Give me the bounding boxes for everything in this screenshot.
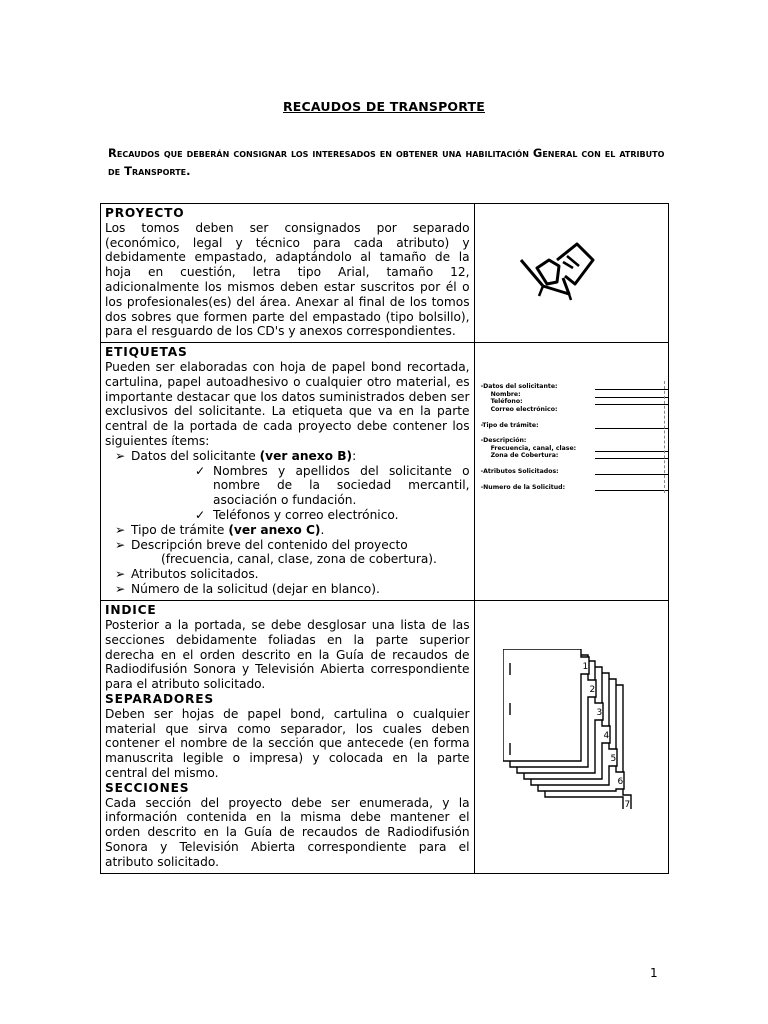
list-item-tail: .	[320, 522, 325, 537]
indice-heading: INDICE	[105, 603, 157, 618]
arrow-bullet-icon: ➢	[115, 581, 126, 596]
form-label: Correo electrónico:	[490, 405, 558, 413]
page-number: 1	[650, 966, 658, 980]
arrow-bullet-icon: ➢	[115, 448, 126, 463]
form-label: -Atributos Solicitados:	[480, 467, 559, 475]
sub-item-text: Nombres y apellidos del solicitante o nombre de la sociedad mercantil, asociación o fundación.	[213, 463, 470, 508]
divider-tab-label: 6	[617, 777, 623, 788]
arrow-bullet-icon: ➢	[115, 537, 126, 552]
indice-cell	[101, 601, 475, 873]
form-label: Nombre:	[490, 390, 521, 398]
form-label: Zona de Cobertura:	[490, 452, 559, 460]
divider-tab-label: 5	[610, 754, 616, 765]
divider-tab-label: 7	[624, 800, 630, 810]
row-etiquetas	[101, 343, 669, 601]
sub-item-text: Teléfonos y correo electrónico.	[213, 507, 399, 522]
list-item-tail: :	[352, 448, 357, 463]
divider-tab-label: 2	[589, 685, 595, 696]
proyecto-body: Los tomos deben ser consignados por separado (económico, legal y técnico para cada atributo) y debidamente empastado, adaptándolo al tamaño de la hoja en cuestión, letra tipo Arial, tamaño 12, adicionalmente los mismos deben estar suscritos por él o los profesionales(es) del área. Anexar al final de los tomos dos sobres que formen parte del empastado (tipo bolsillo), para el resguardo de los CD's y anexos correspondientes.	[105, 220, 470, 339]
blank-line	[595, 383, 669, 390]
blank-line	[595, 445, 669, 452]
etiquetas-cell	[101, 343, 475, 601]
divider-tab-label: 4	[603, 731, 609, 742]
form-label: -Datos del solicitante:	[480, 383, 558, 391]
blank-line	[595, 398, 669, 405]
list-item-ref: (ver anexo B)	[259, 448, 353, 463]
secciones-body: Cada sección del proyecto debe ser enumerada, y la información contenida en la misma debe mantener el orden descrito en la Guía de recaudos de Radiodifusión Sonora y Televisión Abierta correspondiente para el atributo solicitado.	[105, 795, 470, 869]
document-title: RECAUDOS DE TRANSPORTE	[282, 99, 485, 114]
list-item-text: Descripción breve del contenido del proyecto	[131, 537, 408, 552]
binder-documents-icon	[517, 238, 607, 308]
sub-item-nombres	[105, 464, 470, 508]
separadores-body: Deben ser hojas de papel bond, cartulina o cualquier material que sirva como separador, los cuales deben contener el nombre de la sección que antecede (en forma manuscrita legible o impresa) y colocada en la parte central del mismo.	[105, 706, 470, 780]
list-item-descripcion-cont: (frecuencia, canal, clase, zona de cobertura).	[161, 552, 437, 567]
form-label: Teléfono:	[490, 398, 523, 406]
label-sample-cell	[474, 343, 668, 601]
list-item-tipo	[105, 523, 470, 538]
blank-line	[595, 422, 669, 429]
sub-item-telefonos	[105, 508, 470, 523]
checkmark-icon: ✓	[195, 507, 206, 522]
divider-tab-label: 1	[582, 662, 588, 673]
list-item-atributos	[105, 567, 470, 582]
form-label: -Descripción:	[480, 437, 527, 445]
list-item-text: Atributos solicitados.	[131, 567, 259, 582]
form-label: -Tipo de trámite:	[480, 421, 539, 429]
blank-line	[595, 391, 669, 398]
list-item-numero	[105, 582, 470, 597]
list-item-text: Datos del solicitante	[131, 448, 260, 463]
blank-line	[595, 468, 669, 475]
list-item-descripcion	[105, 538, 470, 553]
row-indice	[101, 601, 669, 873]
requirements-table	[100, 203, 669, 874]
blank-line	[595, 452, 669, 459]
blank-line	[595, 484, 669, 491]
list-item-text: Número de la solicitud (dejar en blanco).	[131, 581, 380, 596]
indice-body: Posterior a la portada, se debe desglosar una lista de las secciones debidamente foliadas en la parte superior derecha en el orden descrito en la Guía de recaudos de Radiodifusión Sonora y Televisión Abierta correspondiente para el atributo solicitado.	[105, 617, 470, 692]
divider-tab-label: 3	[596, 708, 602, 719]
label-sample-right-border	[664, 381, 665, 493]
checkmark-icon: ✓	[195, 463, 206, 478]
arrow-bullet-icon: ➢	[115, 567, 126, 582]
proyecto-cell	[101, 204, 475, 343]
tab-dividers-illustration	[503, 649, 643, 809]
list-item-datos	[105, 449, 470, 464]
divider-sheet	[503, 649, 589, 761]
label-sample-form	[481, 383, 669, 491]
arrow-bullet-icon: ➢	[115, 522, 126, 537]
secciones-heading: SECCIONES	[105, 780, 190, 795]
list-item-ref: (ver anexo C)	[228, 522, 321, 537]
document-subtitle: Recaudos que deberán consignar los interesados en obtener una habilitación General con el atributo de Transporte.	[108, 146, 665, 178]
form-label: Frecuencia, canal, clase:	[490, 444, 577, 452]
row-proyecto	[101, 204, 669, 343]
list-item-text: Tipo de trámite	[131, 522, 229, 537]
etiquetas-body: Pueden ser elaboradas con hoja de papel bond recortada, cartulina, papel autoadhesivo o cualquier otro material, es importante destacar que los datos suministrados deben ser exclusivos del solicitante. La etiqueta que va en la parte central de la portada de cada proyecto debe contener los siguientes ítems:	[105, 359, 470, 448]
form-label: -Numero de la Solicitud:	[480, 483, 566, 491]
separadores-heading: SEPARADORES	[105, 691, 214, 706]
proyecto-image-cell	[474, 204, 668, 343]
proyecto-heading: PROYECTO	[105, 206, 185, 220]
etiquetas-heading: ETIQUETAS	[105, 345, 188, 360]
dividers-image-cell	[474, 601, 668, 873]
